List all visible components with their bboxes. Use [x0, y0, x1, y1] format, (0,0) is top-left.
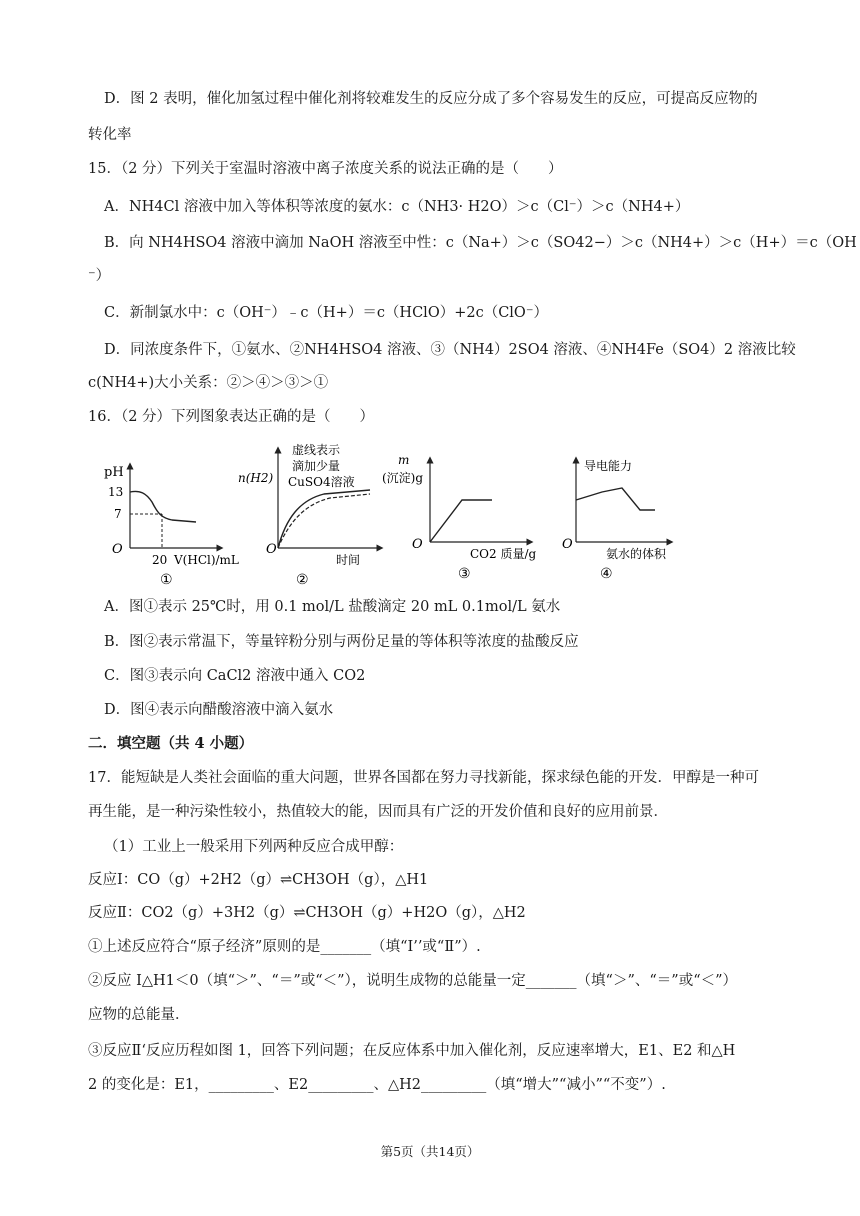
q15-option-b: B．向 NH4HSO4 溶液中滴加 NaOH 溶液至中性：c（Na+）＞c（SO42−）＞c（NH4+）＞c（H+）＝c（OH: [104, 235, 857, 251]
figure-3: [382, 453, 537, 582]
fig3-xlabel: CO2 质量/g: [470, 547, 537, 561]
fig2-caption: ②: [296, 572, 309, 588]
fig1-ylabel: pH: [104, 465, 124, 480]
q16-option-b: B．图②表示常温下，等量锌粉分别与两份足量的等体积等浓度的盐酸反应: [104, 634, 579, 650]
fig1-tick-7: 7: [114, 507, 122, 521]
sub-question-3: ③反应Ⅱ‘反应历程如图 1，回答下列问题；在反应体系中加入催化剂，反应速率增大，E1、E2 和△H: [88, 1043, 736, 1059]
question-17-cont: 再生能，是一种污染性较小，热值较大的能，因而具有广泛的开发价值和良好的应用前景．: [88, 804, 668, 820]
fig4-origin: O: [562, 537, 573, 552]
q15-option-b-cont: ⁻）: [88, 268, 111, 284]
q17-part-1: （1）工业上一般采用下列两种反应合成甲醇：: [104, 839, 404, 855]
q15-option-a: A．NH4Cl 溶液中加入等体积等浓度的氨水：c（NH3· H2O）＞c（Cl⁻）＞c（NH4+）: [104, 199, 690, 215]
page-footer: 第5页（共14页）: [380, 1144, 480, 1159]
fig3-ylabel-2: (沉淀)g: [382, 471, 424, 485]
q15-option-d: D．同浓度条件下，①氨水、②NH4HSO4 溶液、③（NH4）2SO4 溶液、④NH4Fe（SO4）2 溶液比较: [104, 342, 796, 358]
sub-question-2: ②反应 I△H1＜0（填“＞”、“＝”或“＜”），说明生成物的总能量一定_______（填“＞”、“＝”或“＜”）: [88, 973, 738, 989]
fig3-ylabel-1: m: [398, 453, 410, 467]
option-d-prev-cont: 转化率: [88, 127, 132, 143]
q15-option-c: C．新制氯水中：c（OH⁻）﹣c（H+）＝c（HClO）+2c（ClO⁻）: [104, 305, 548, 321]
fig1-tick-13: 13: [108, 485, 124, 499]
sub-question-1: ①上述反应符合“原子经济”原则的是_______（填“I’’或“Ⅱ”）.: [88, 939, 481, 955]
q16-option-d: D．图④表示向醋酸溶液中滴入氨水: [104, 702, 334, 718]
figures-row: [100, 438, 760, 588]
question-15: 15．（2 分）下列关于室温时溶液中离子浓度关系的说法正确的是（ ）: [88, 161, 563, 177]
option-d-prev: D．图 2 表明，催化加氢过程中催化剂将较难发生的反应分成了多个容易发生的反应，可提高反应物的: [104, 91, 758, 107]
figure-2: [238, 442, 380, 588]
fig3-origin: O: [412, 537, 423, 552]
fig2-ylabel: n(H2): [238, 471, 274, 485]
reaction-1: 反应Ⅰ：CO（g）+2H2（g）⇌CH3OH（g），△H1: [88, 872, 429, 888]
figure-1: [104, 465, 239, 588]
q16-option-a: A．图①表示 25℃时，用 0.1 mol/L 盐酸滴定 20 mL 0.1mol/L 氨水: [104, 599, 561, 615]
fig2-note-3: CuSO4溶液: [288, 475, 355, 489]
fig1-caption: ①: [160, 572, 173, 588]
fig2-xlabel: 时间: [336, 553, 361, 567]
fig2-note-1: 虚线表示: [292, 443, 341, 457]
sub-question-2-cont: 应物的总能量．: [88, 1007, 190, 1023]
question-16: 16．（2 分）下列图象表达正确的是（ ）: [88, 409, 375, 425]
sub-question-3-cont: 2 的变化是：E1，_________、E2_________、△H2_________（填“增大”“减小”“不变”）.: [88, 1077, 666, 1093]
figure-4: [562, 458, 670, 582]
q15-option-d-cont: c(NH4+)大小关系：②＞④＞③＞①: [88, 375, 329, 391]
fig2-origin: O: [266, 542, 277, 557]
fig4-xlabel: 氨水的体积: [606, 547, 667, 561]
fig1-xlabel: V(HCl)/mL: [174, 553, 239, 567]
section-2-heading: 二．填空题（共 4 小题）: [88, 735, 254, 752]
q16-option-c: C．图③表示向 CaCl2 溶液中通入 CO2: [104, 668, 366, 684]
fig2-note-2: 滴加少量: [292, 459, 341, 473]
question-17: 17．能短缺是人类社会面临的重大问题，世界各国都在努力寻找新能，探求绿色能的开发．甲醇是一种可: [88, 770, 759, 786]
fig1-tick-20: 20: [152, 553, 168, 567]
fig4-ylabel: 导电能力: [584, 459, 633, 473]
fig3-caption: ③: [458, 566, 471, 582]
fig4-caption: ④: [600, 566, 613, 582]
reaction-2: 反应Ⅱ：CO2（g）+3H2（g）⇌CH3OH（g）+H2O（g），△H2: [88, 905, 526, 921]
fig1-origin: O: [112, 542, 123, 557]
